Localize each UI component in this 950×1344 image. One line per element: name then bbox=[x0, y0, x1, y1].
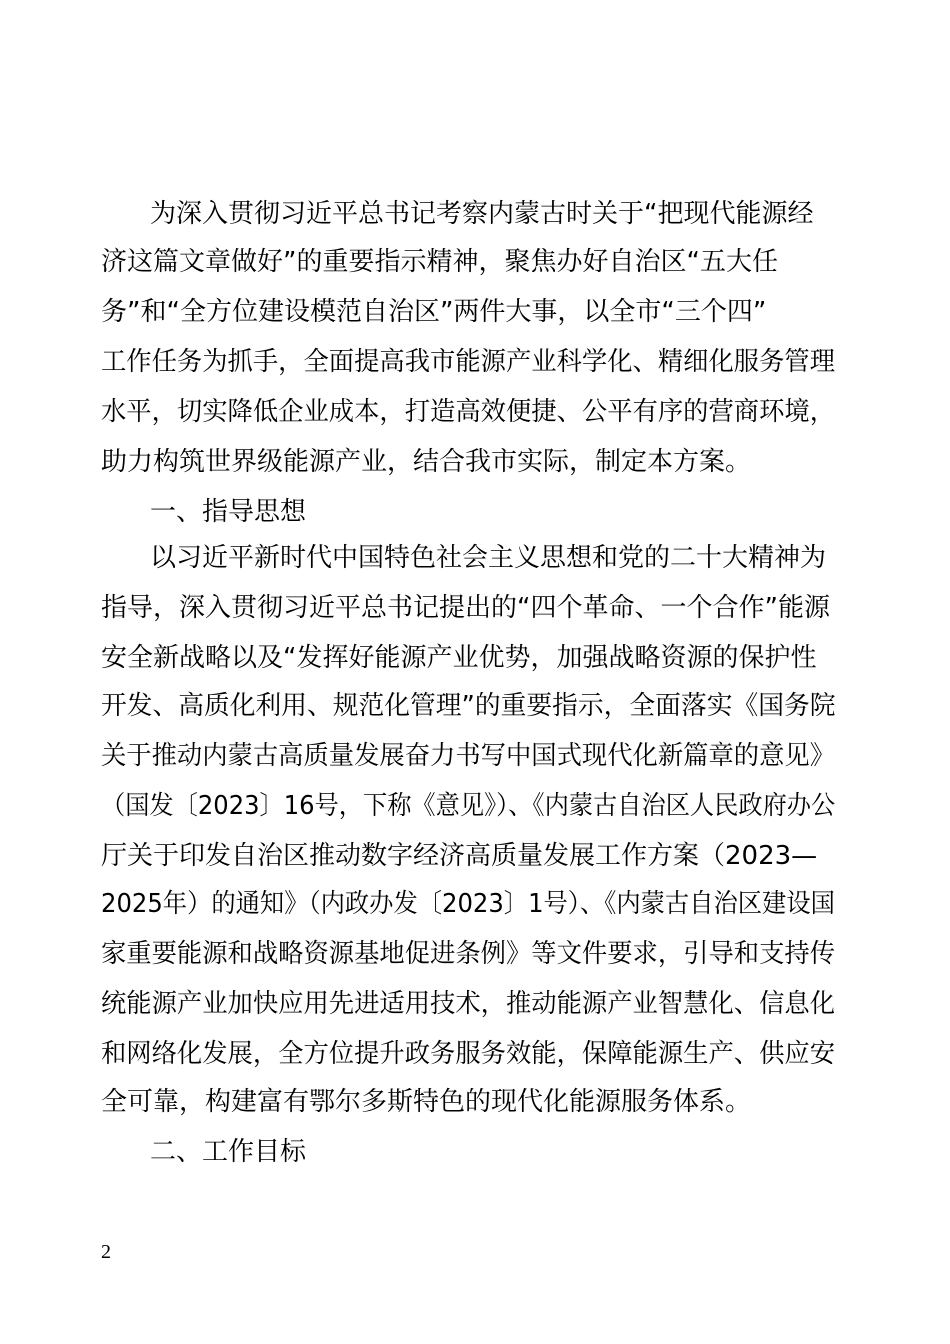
paragraph-line: 2025年）的通知》（内政办发〔2023〕1号）、《内蒙古自治区建设国 bbox=[101, 889, 835, 919]
page-number: 2 bbox=[101, 1241, 111, 1263]
paragraph-line: 助力构筑世界级能源产业，结合我市实际，制定本方案。 bbox=[101, 447, 752, 477]
paragraph-line: （国发〔2023〕16号，下称《意见》）、《内蒙古自治区人民政府办公 bbox=[101, 791, 836, 821]
paragraph-line: 厅关于印发自治区推动数字经济高质量发展工作方案（2023— bbox=[101, 841, 818, 871]
section-heading: 一、指导思想 bbox=[150, 497, 307, 527]
paragraph-line: 统能源产业加快应用先进适用技术，推动能源产业智慧化、信息化 bbox=[101, 989, 836, 1019]
section-heading: 二、工作目标 bbox=[150, 1137, 307, 1167]
paragraph-line: 家重要能源和战略资源基地促进条例》等文件要求，引导和支持传 bbox=[101, 939, 836, 969]
paragraph-line: 以习近平新时代中国特色社会主义思想和党的二十大精神为 bbox=[150, 543, 827, 573]
paragraph-line: 为深入贯彻习近平总书记考察内蒙古时关于“把现代能源经 bbox=[150, 199, 814, 229]
paragraph-line: 工作任务为抓手，全面提高我市能源产业科学化、精细化服务管理 bbox=[101, 347, 836, 377]
paragraph-line: 开发、高质化利用、规范化管理”的重要指示，全面落实《国务院 bbox=[101, 691, 836, 721]
paragraph-line: 和网络化发展，全方位提升政务服务效能，保障能源生产、供应安 bbox=[101, 1039, 836, 1069]
paragraph-line: 全可靠，构建富有鄂尔多斯特色的现代化能源服务体系。 bbox=[101, 1087, 752, 1117]
paragraph-line: 关于推动内蒙古高质量发展奋力书写中国式现代化新篇章的意见》 bbox=[101, 741, 836, 771]
paragraph-line: 济这篇文章做好”的重要指示精神，聚焦办好自治区“五大任 bbox=[101, 247, 778, 277]
paragraph-line: 务”和“全方位建设模范自治区”两件大事，以全市“三个四” bbox=[101, 297, 767, 327]
paragraph-line: 安全新战略以及“发挥好能源产业优势，加强战略资源的保护性 bbox=[101, 643, 817, 673]
paragraph-line: 水平，切实降低企业成本，打造高效便捷、公平有序的营商环境， bbox=[101, 397, 836, 427]
paragraph-line: 指导，深入贯彻习近平总书记提出的“四个革命、一个合作”能源 bbox=[101, 593, 830, 623]
